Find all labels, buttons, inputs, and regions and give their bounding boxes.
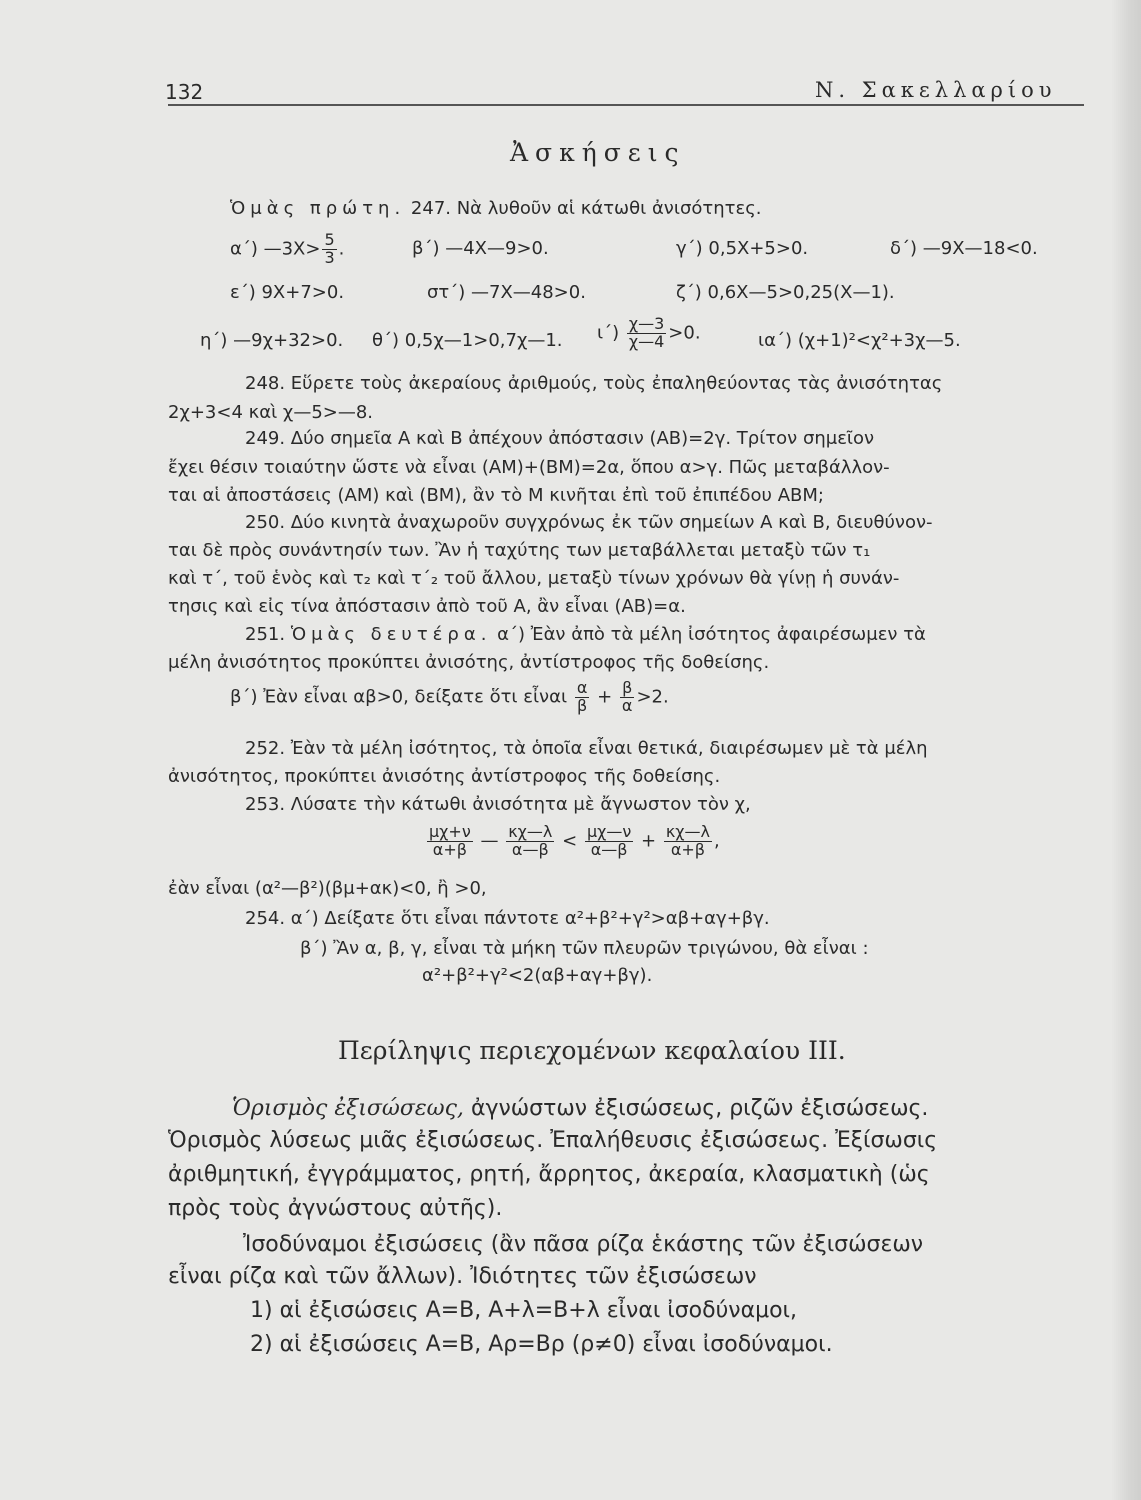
ex247-i-fraction	[627, 316, 666, 351]
exercise-254-line2: β΄) Ἂν α, β, γ, εἶναι τὰ μήκη τῶν πλευρῶν τριγώνου, θὰ εἶναι :	[300, 938, 869, 959]
ex247-z: ζ΄) 0,6Χ—5>0,25(Χ—1).	[676, 282, 895, 303]
ex247-h: η΄) —9χ+32>0.	[200, 330, 344, 351]
page-number: 132	[165, 80, 204, 104]
exercise-254-line1: 254. α΄) Δείξατε ὅτι εἶναι πάντοτε α²+β²+γ²>αβ+αγ+βγ.	[245, 908, 770, 929]
ex247-a-fraction	[322, 232, 336, 267]
ex247-st: στ΄) —7Χ—48>0.	[427, 282, 586, 303]
summary-p1-line1-text: ἀγνώστων ἐξισώσεως, ριζῶν ἐξισώσεως.	[470, 1096, 929, 1121]
fraction-numerator: 5	[324, 230, 335, 249]
exercise-250-line3: καὶ τ΄, τοῦ ἑνὸς καὶ τ₂ καὶ τ΄₂ τοῦ ἄλλου, μεταξὺ τίνων χρόνων θὰ γίνῃ ἡ συνάν-	[168, 568, 900, 589]
group-2-label: Ὁμὰς δευτέρα.	[290, 624, 492, 645]
summary-italic-term: Ὁρισμὸς ἐξισώσεως,	[232, 1096, 464, 1121]
fraction-denominator: α+β	[432, 839, 467, 859]
fraction-numerator: β	[620, 680, 635, 698]
fraction-numerator: χ—3	[628, 314, 665, 333]
exercise-251b	[230, 680, 669, 715]
fraction-denominator: 3	[324, 247, 335, 267]
exercise-254-line3: α²+β²+γ²<2(αβ+αγ+βγ).	[422, 965, 653, 986]
exercise-251-line1	[245, 624, 926, 645]
exercise-249-line1: 249. Δύο σημεῖα Α καὶ Β ἀπέχουν ἀπόστασιν (ΑΒ)=2γ. Τρίτον σημεῖον	[245, 428, 875, 449]
ex247-a: α΄) —3Χ> $\frac{5}{3}$ .	[230, 230, 345, 267]
exercise-249-line3: ται αἱ ἀποστάσεις (ΑΜ) καὶ (ΒΜ), ἂν τὸ Μ κινῆται ἐπὶ τοῦ ἐπιπέδου ΑΒΜ;	[168, 485, 824, 506]
formula-fraction-4	[664, 824, 712, 859]
section-title-exercises: Ἀσκήσεις	[510, 138, 686, 167]
summary-p2-line2: εἶναι ρίζα καὶ τῶν ἄλλων). Ἰδιότητες τῶν ἐξισώσεων	[168, 1264, 757, 1289]
fraction-denominator: α—β	[590, 839, 628, 859]
exercise-251b-text: β΄) Ἐὰν εἶναι αβ>0, δείξατε ὅτι εἶναι	[230, 686, 568, 708]
fraction-denominator: χ—4	[628, 331, 665, 351]
ex247-i-label: ι΄)	[597, 322, 620, 344]
page-edge-shadow	[1111, 0, 1141, 1500]
summary-p1-line3: ἀριθμητική, ἐγγράμματος, ρητή, ἄρρητος, ἀκεραία, κλασματικὴ (ὡς	[168, 1162, 930, 1187]
formula-fraction-1	[427, 824, 473, 859]
summary-title: Περίληψις περιεχομένων κεφαλαίου ΙΙΙ.	[338, 1036, 846, 1065]
fraction-numerator: μχ+ν	[429, 822, 471, 841]
ex247-i	[597, 316, 701, 351]
ex247-c: γ΄) 0,5Χ+5>0.	[676, 238, 809, 259]
summary-p1-line1	[232, 1096, 928, 1121]
plus-sign: +	[641, 830, 657, 852]
ex247-i-tail: >0.	[668, 322, 701, 344]
fraction-denominator: α+β	[670, 839, 706, 859]
summary-p1-line2: Ὁρισμὸς λύσεως μιᾶς ἐξισώσεως. Ἐπαλήθευσις ἐξισώσεως. Ἐξίσωσις	[168, 1128, 938, 1153]
ex247-a-text: α΄) —3Χ>	[230, 238, 321, 260]
summary-item-1: 1) αἱ ἐξισώσεις Α=Β, Α+λ=Β+λ εἶναι ἰσοδύναμοι,	[250, 1298, 797, 1323]
exercise-253-line1: 253. Λύσατε τὴν κάτωθι ἀνισότητα μὲ ἄγνωστον τὸν χ,	[245, 794, 751, 815]
formula-comma: ,	[714, 830, 720, 852]
less-than-sign: <	[562, 830, 578, 852]
ex247-ia: ια΄) (χ+1)²<χ²+3χ—5.	[758, 330, 961, 351]
exercise-247-text: 247. Νὰ λυθοῦν αἱ κάτωθι ἀνισότητες.	[410, 198, 762, 219]
exercise-251-line2: μέλη ἀνισότητος προκύπτει ἀνισότης, ἀντίστροφος τῆς δοθείσης.	[168, 652, 770, 673]
exercise-252-line1: 252. Ἐὰν τὰ μέλη ἰσότητος, τὰ ὁποῖα εἶναι θετικά, διαιρέσωμεν μὲ τὰ μέλη	[245, 738, 928, 759]
exercise-252-line2: ἀνισότητος, προκύπτει ἀνισότης ἀντίστροφος τῆς δοθείσης.	[168, 766, 721, 787]
summary-item-2: 2) αἱ ἐξισώσεις Α=Β, Αρ=Βρ (ρ≠0) εἶναι ἰσοδύναμοι.	[250, 1332, 833, 1357]
exercise-253-line3: ἐὰν εἶναι (α²—β²)(βμ+ακ)<0, ἢ >0,	[168, 878, 487, 899]
fraction-denominator: α—β	[511, 839, 549, 859]
exercise-251-number: 251.	[245, 624, 286, 645]
fraction-numerator: κχ—λ	[665, 822, 710, 841]
exercise-248-line2: 2χ+3<4 καὶ χ—5>—8.	[168, 402, 374, 423]
exercise-250-line1: 250. Δύο κινητὰ ἀναχωροῦν συγχρόνως ἐκ τῶν σημείων Α καὶ Β, διευθύνον-	[245, 512, 933, 533]
fraction-denominator: β	[576, 695, 588, 715]
ex247-th: θ΄) 0,5χ—1>0,7χ—1.	[372, 330, 563, 351]
exercise-251-text: α΄) Ἐὰν ἀπὸ τὰ μέλη ἰσότητος ἀφαιρέσωμεν τὰ	[497, 624, 926, 645]
summary-p2-line1: Ἰσοδύναμοι ἐξισώσεις (ἂν πᾶσα ρίζα ἑκάστης τῶν ἐξισώσεων	[243, 1232, 924, 1257]
ex247-e: ε΄) 9Χ+7>0.	[230, 282, 345, 303]
ex251b-fraction-1	[575, 680, 590, 715]
summary-p1-line4: πρὸς τοὺς ἀγνώστους αὐτῆς).	[168, 1196, 503, 1221]
minus-sign: —	[480, 830, 499, 852]
ex251b-fraction-2	[620, 680, 635, 715]
exercise-248-line1: 248. Εὕρετε τοὺς ἀκεραίους ἀριθμούς, τοὺς ἐπαληθεύοντας τὰς ἀνισότητας	[245, 373, 943, 394]
fraction-denominator: α	[621, 695, 633, 715]
plus-sign: +	[597, 686, 613, 708]
formula-fraction-2	[506, 824, 554, 859]
group-1-label: Ὁμὰς πρώτη.	[230, 198, 406, 219]
exercise-247-intro	[230, 198, 761, 219]
exercise-249-line2: ἔχει θέσιν τοιαύτην ὥστε νὰ εἶναι (ΑΜ)+(ΒΜ)=2α, ὅπου α>γ. Πῶς μεταβάλλον-	[168, 457, 890, 478]
fraction-numerator: α	[576, 678, 588, 697]
formula-fraction-3	[585, 824, 633, 859]
exercise-250-line4: τησις καὶ εἰς τίνα ἀπόστασιν ἀπὸ τοῦ Α, ἂν εἶναι (ΑΒ)=α.	[168, 596, 686, 617]
exercise-251b-tail: >2.	[636, 686, 669, 708]
header-rule	[168, 104, 1084, 106]
exercise-253-formula	[425, 824, 720, 859]
running-header-author: Ν. Σακελλαρίου	[815, 78, 1057, 102]
fraction-numerator: μχ—ν	[586, 822, 632, 841]
ex247-d: δ΄) —9Χ—18<0.	[890, 238, 1038, 259]
ex247-b: β΄) —4Χ—9>0.	[412, 238, 549, 259]
exercise-250-line2: ται δὲ πρὸς συνάντησίν των. Ἂν ἡ ταχύτης των μεταβάλλεται μεταξὺ τῶν τ₁	[168, 540, 871, 561]
fraction-numerator: κχ—λ	[508, 822, 553, 841]
